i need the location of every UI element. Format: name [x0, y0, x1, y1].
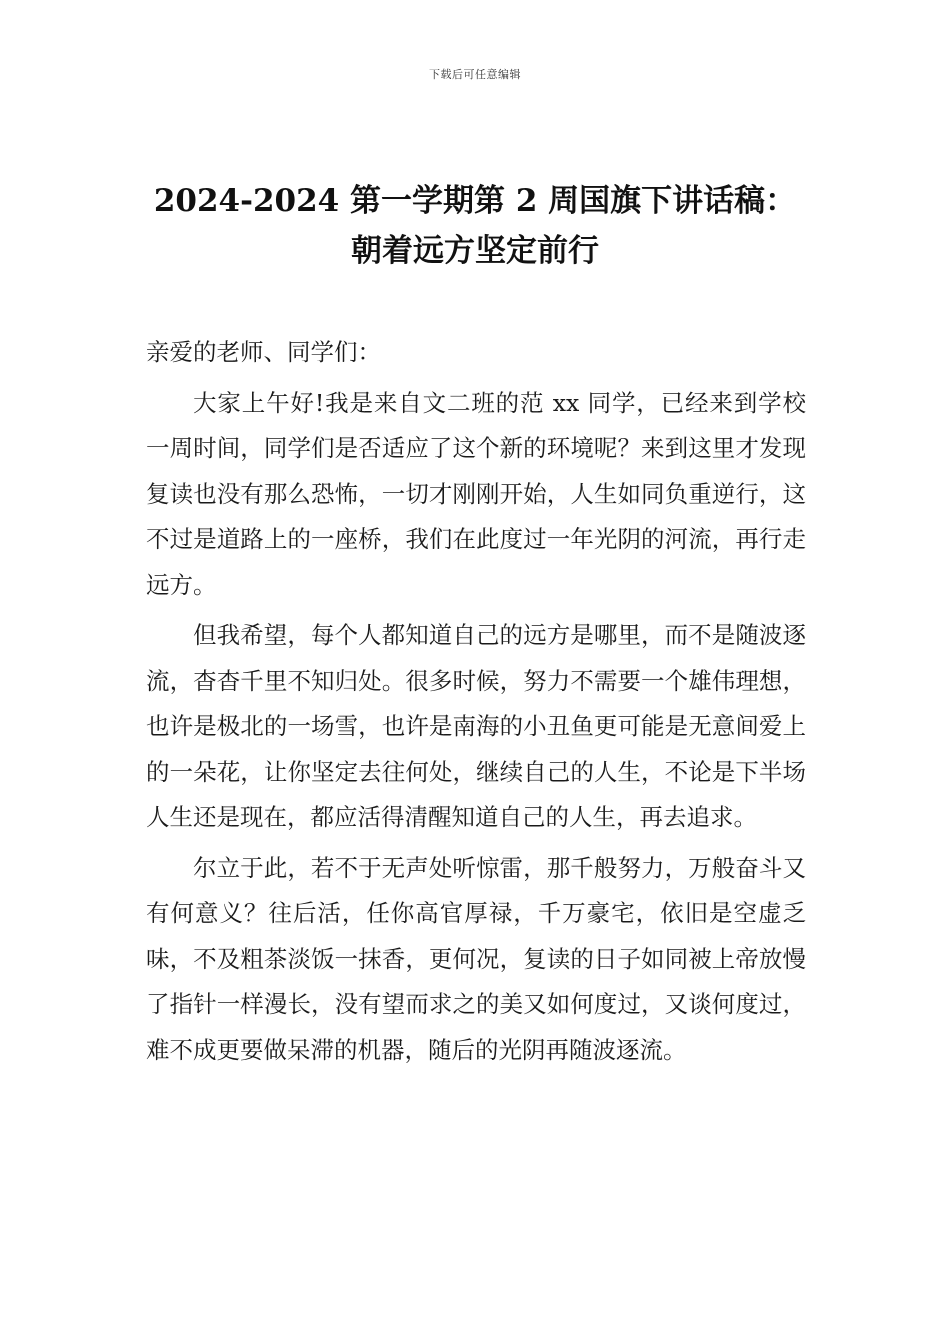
title-line-2: 朝着远方坚定前行 — [351, 233, 599, 269]
document-body — [146, 330, 806, 1073]
paragraph: 大家上午好!我是来自文二班的范 xx 同学，已经来到学校一周时间，同学们是否适应了这个新的环境呢？来到这里才发现复读也没有那么恐怖，一切才刚刚开始，人生如同负重逆行，这不过是道路上的一座桥，我们在此度过一年光阴的河流，再行走远方。 — [146, 388, 806, 599]
document-title — [100, 176, 850, 276]
title-line-1: 2024-2024 第一学期第 2 周国旗下讲话稿： — [153, 183, 797, 219]
paragraph: 但我希望，每个人都知道自己的远方是哪里，而不是随波逐流，杳杳千里不知归处。很多时候，努力不需要一个雄伟理想，也许是极北的一场雪，也许是南海的小丑鱼更可能是无意间爱上的一朵花，让你坚定去往何处，继续自己的人生，不论是下半场人生还是现在，都应活得清醒知道自己的人生，再去追求。 — [146, 621, 806, 831]
greeting: 亲爱的老师、同学们： — [146, 338, 381, 366]
header-note: 下载后可任意编辑 — [429, 68, 521, 81]
paragraph: 尔立于此，若不于无声处听惊雷，那千般努力，万般奋斗又有何意义？往后活，任你高官厚禄，千万豪宅，依旧是空虚乏味，不及粗茶淡饭一抹香，更何况，复读的日子如同被上帝放慢了指针一样漫长，没有望而求之的美又如何度过，又谈何度过，难不成更要做呆滞的机器，随后的光阴再随波逐流。 — [146, 853, 806, 1064]
